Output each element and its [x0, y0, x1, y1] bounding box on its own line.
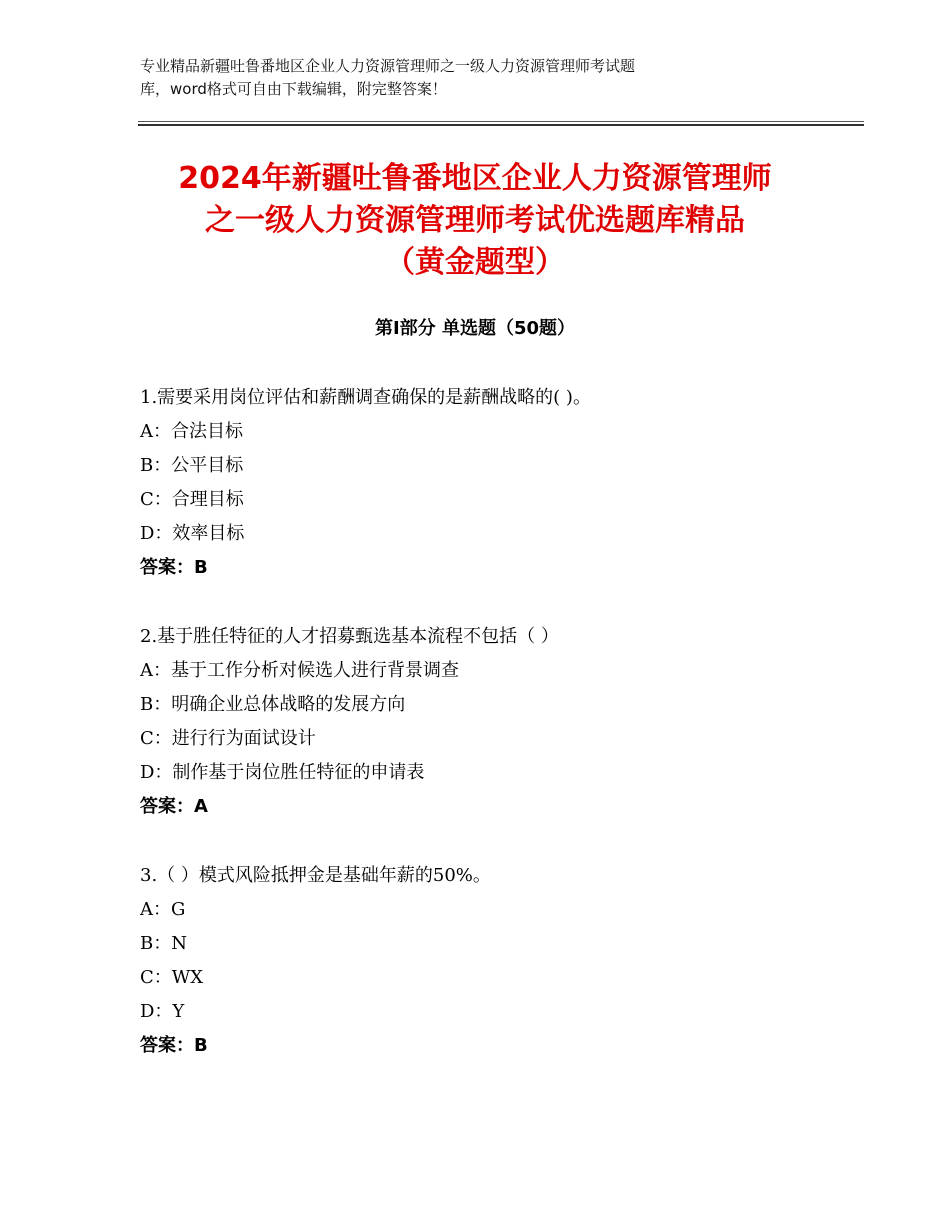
option-d: D：制作基于岗位胜任特征的申请表 [140, 762, 425, 783]
title-line-3: （黄金题型） [385, 245, 565, 280]
header-rule-bottom [138, 124, 864, 126]
header-note [140, 55, 820, 101]
title-line-1: 2024年新疆吐鲁番地区企业人力资源管理师 [178, 161, 772, 196]
answer: 答案：A [140, 796, 208, 817]
answer: 答案：B [140, 557, 208, 578]
option-c: C：合理目标 [140, 489, 244, 510]
document-title [100, 158, 850, 284]
option-a: A：合法目标 [140, 421, 243, 442]
option-b: B：公平目标 [140, 455, 244, 476]
title-line-2: 之一级人力资源管理师考试优选题库精品 [205, 203, 745, 238]
header-note-line-2: 库，word格式可自由下载编辑，附完整答案！ [140, 80, 447, 98]
option-a: A：基于工作分析对候选人进行背景调查 [140, 660, 459, 681]
option-c: C：进行行为面试设计 [140, 728, 316, 749]
option-d: D：效率目标 [140, 523, 245, 544]
question-3 [140, 859, 840, 1063]
header-rule-top [138, 121, 864, 122]
question-1 [140, 381, 840, 585]
question-stem: 3.（ ）模式风险抵押金是基础年薪的50%。 [140, 865, 491, 886]
option-a: A：G [140, 899, 186, 920]
option-b: B：明确企业总体战略的发展方向 [140, 694, 406, 715]
question-2 [140, 620, 840, 824]
question-stem: 1.需要采用岗位评估和薪酬调查确保的是薪酬战略的( )。 [140, 387, 591, 408]
option-b: B：N [140, 933, 187, 954]
answer: 答案：B [140, 1035, 208, 1056]
option-c: C：WX [140, 967, 204, 988]
question-stem: 2.基于胜任特征的人才招募甄选基本流程不包括（ ） [140, 626, 559, 647]
section-heading: 第Ⅰ部分 单选题（50题） [374, 318, 575, 339]
option-d: D：Y [140, 1001, 185, 1022]
header-note-line-1: 专业精品新疆吐鲁番地区企业人力资源管理师之一级人力资源管理师考试题 [140, 57, 636, 75]
